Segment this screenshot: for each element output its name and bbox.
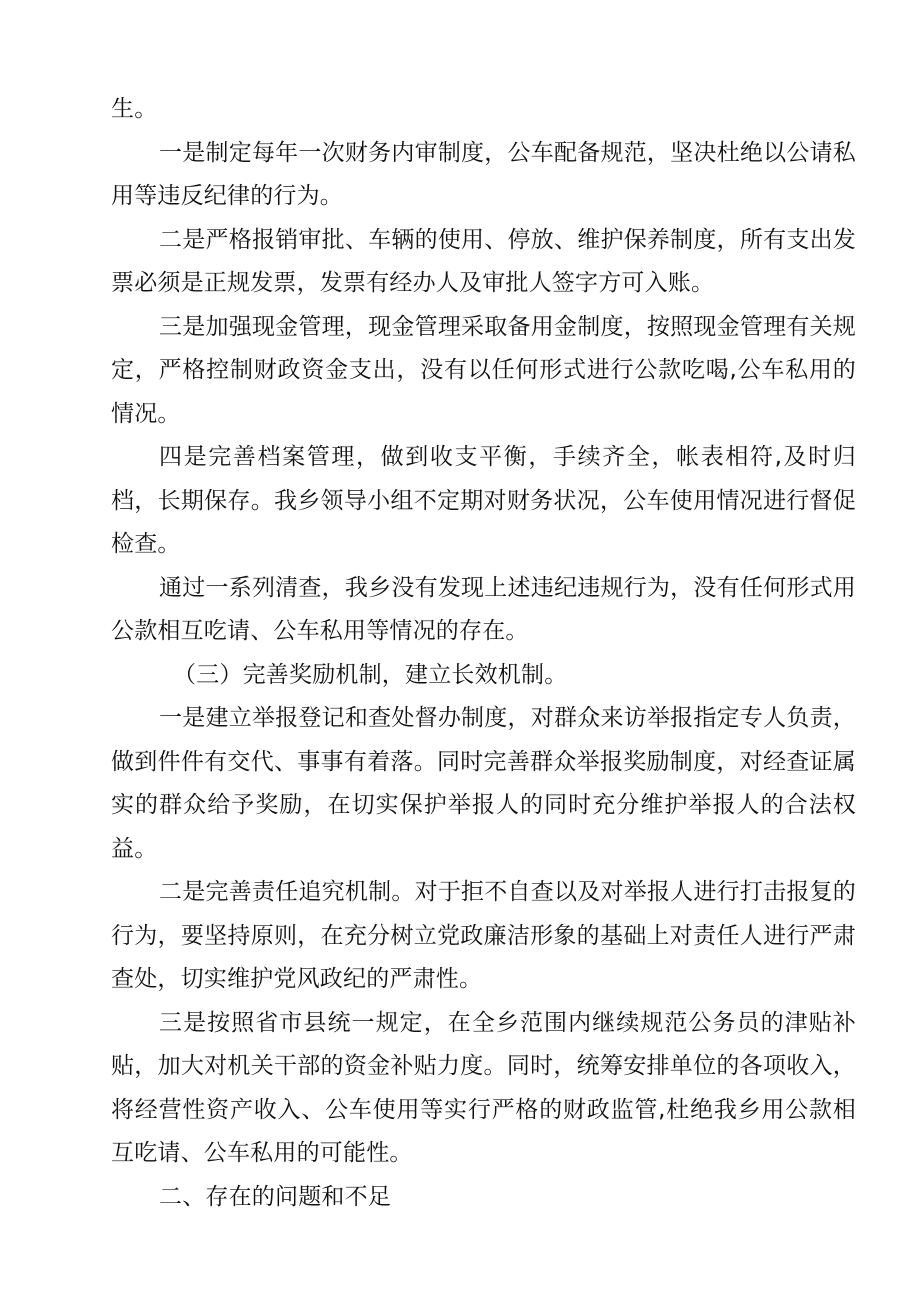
paragraph-archive-management: 四是完善档案管理，做到收支平衡，手续齐全，帐表相符,及时归档，长期保存。我乡领导小组不定期对财务状况，公车使用情况进行督促检查。 <box>111 444 856 557</box>
paragraph-financial-audit: 一是制定每年一次财务内审制度，公车配备规范，坚决杜绝以公请私用等违反纪律的行为。 <box>111 139 856 209</box>
paragraph-continuation: 生。 <box>111 96 158 122</box>
paragraph-inspection-result: 通过一系列清查，我乡没有发现上述违纪违规行为，没有任何形式用公款相互吃请、公车私用等情况的存在。 <box>111 574 856 644</box>
paragraph-cash-management: 三是加强现金管理，现金管理采取备用金制度，按照现金管理有关规定，严格控制财政资金支出，没有以任何形式进行公款吃喝,公车私用的情况。 <box>111 313 856 427</box>
paragraph-reimbursement: 二是严格报销审批、车辆的使用、停放、维护保养制度，所有支出发票必须是正规发票，发票有经办人及审批人签字方可入账。 <box>111 226 856 296</box>
paragraph-reporting-system: 一是建立举报登记和查处督办制度，对群众来访举报指定专人负责，做到件件有交代、事事有着落。同时完善群众举报奖励制度，对经查证属实的群众给予奖励，在切实保护举报人的同时充分维护举报人的合法权益。 <box>111 705 856 862</box>
paragraph-accountability: 二是完善责任追究机制。对于拒不自查以及对举报人进行打击报复的行为，要坚持原则，在充分树立党政廉洁形象的基础上对责任人进行严肃查处，切实维护党风政纪的严肃性。 <box>111 879 856 992</box>
paragraph-allowance-standards: 三是按照省市县统一规定，在全乡范围内继续规范公务员的津贴补贴，加大对机关干部的资金补贴力度。同时，统筹安排单位的各项收入，将经营性资产收入、公车使用等实行严格的财政监管,杜绝我乡用公款相互吃请、公车私用的可能性。 <box>111 1009 856 1166</box>
subheading-incentive-mechanism: （三）完善奖励机制，建立长效机制。 <box>173 661 568 688</box>
section-heading-problems: 二、存在的问题和不足 <box>159 1183 391 1210</box>
document-body <box>111 88 856 1219</box>
